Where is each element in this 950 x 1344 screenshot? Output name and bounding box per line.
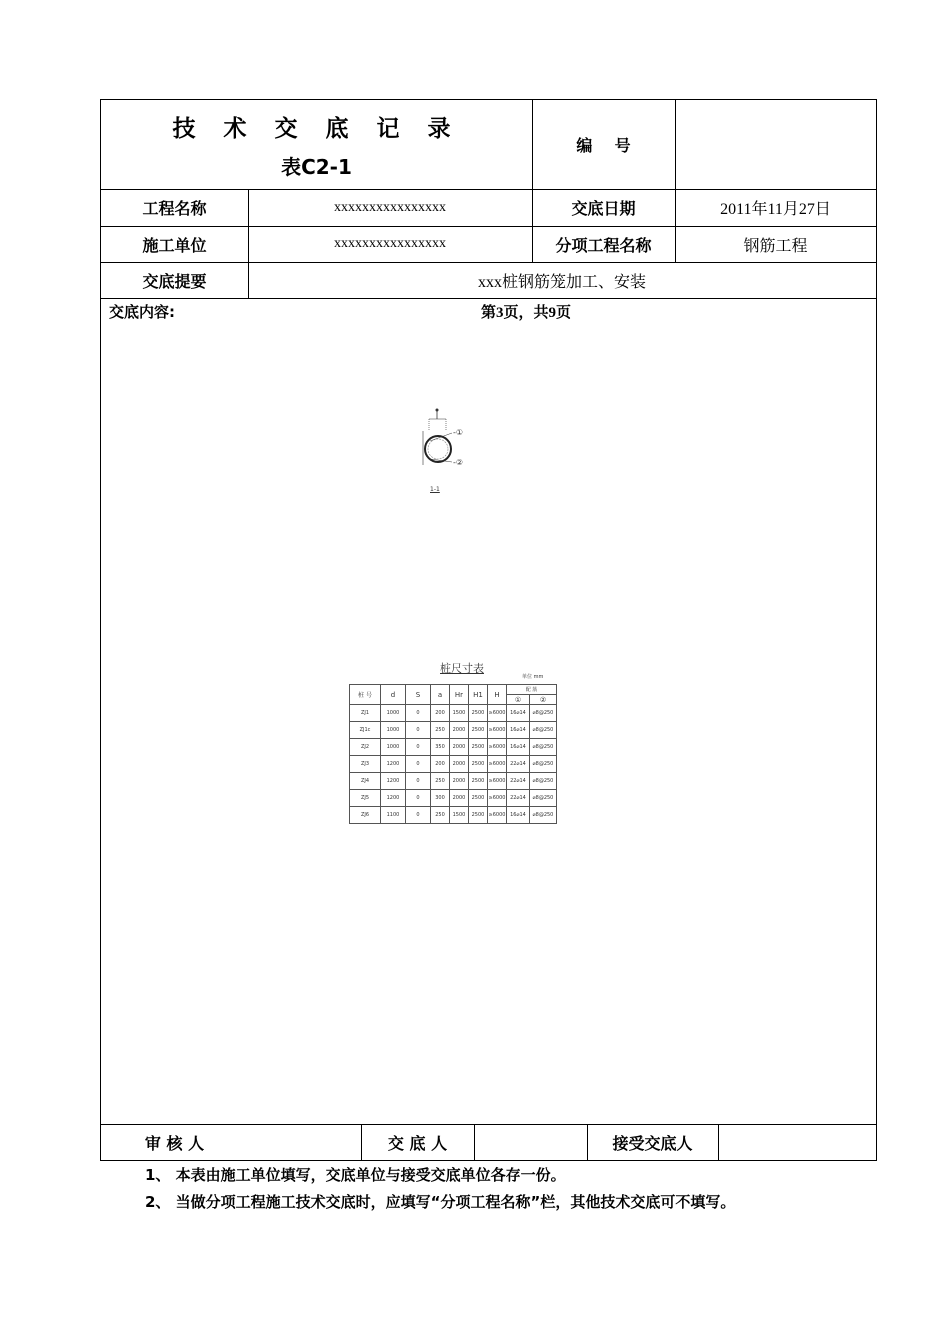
table-cell: ⌀8@250 xyxy=(530,756,557,773)
table-cell: 1000 xyxy=(381,705,406,722)
note-1: 1、 本表由施工单位填写，交底单位与接受交底单位各存一份。 xyxy=(145,1166,566,1184)
table-header-cell: a xyxy=(431,685,450,705)
table-cell: 2500 xyxy=(469,807,488,824)
table-cell: ⌀8@250 xyxy=(530,790,557,807)
table-cell: 0 xyxy=(406,722,431,739)
contractor-field[interactable]: xxxxxxxxxxxxxxxx xyxy=(334,236,446,251)
table-cell: 1200 xyxy=(381,756,406,773)
discloser-field[interactable] xyxy=(474,1124,587,1160)
table-row xyxy=(350,739,557,756)
table-cell: 16⌀14 xyxy=(507,722,530,739)
discloser-label: 交 底 人 xyxy=(387,1133,448,1153)
table-cell: 1000 xyxy=(381,722,406,739)
content-label: 交底内容: xyxy=(109,302,175,321)
table-cell: 0 xyxy=(406,773,431,790)
table-cell: 250 xyxy=(431,807,450,824)
table-header-cell: S xyxy=(406,685,431,705)
table-cell: 16⌀14 xyxy=(507,807,530,824)
table-row xyxy=(350,790,557,807)
table-cell: ZJ1c xyxy=(350,722,381,739)
table-cell: ⌀8@250 xyxy=(530,739,557,756)
table-cell: 350 xyxy=(431,739,450,756)
table-cell: 2000 xyxy=(450,722,469,739)
table-cell: 2500 xyxy=(469,790,488,807)
receiver-label: 接受交底人 xyxy=(612,1133,693,1153)
sub-project-label: 分项工程名称 xyxy=(555,235,652,255)
table-row xyxy=(350,807,557,824)
table-header-cell: H1 xyxy=(469,685,488,705)
table-cell: 2000 xyxy=(450,790,469,807)
table-cell: ≥6000 xyxy=(488,739,507,756)
summary-field[interactable]: xxx桩钢筋笼加工、安装 xyxy=(477,273,646,291)
table-cell: 16⌀14 xyxy=(507,705,530,722)
table-cell: 2000 xyxy=(450,773,469,790)
table-cell: 1000 xyxy=(381,739,406,756)
table-cell: 1500 xyxy=(450,705,469,722)
table-row xyxy=(350,773,557,790)
number-label: 编 号 xyxy=(576,136,631,155)
table-cell: 2500 xyxy=(469,756,488,773)
svg-text:-①: -① xyxy=(453,428,464,437)
form-title: 技 术 交 底 记 录 xyxy=(172,115,461,142)
table-header-cell: H xyxy=(488,685,507,705)
table-cell: 200 xyxy=(431,756,450,773)
table-header-cell: 桩 号 xyxy=(350,685,381,705)
table-cell: 2500 xyxy=(469,739,488,756)
table-cell: 2500 xyxy=(469,773,488,790)
table-cell: 1500 xyxy=(450,807,469,824)
table-cell: 300 xyxy=(431,790,450,807)
project-name-field[interactable]: xxxxxxxxxxxxxxxx xyxy=(334,199,446,215)
row-divider xyxy=(101,298,876,299)
form-code: 表C2-1 xyxy=(281,154,352,179)
table-unit: 单位 mm xyxy=(522,674,544,680)
summary-label: 交底提要 xyxy=(142,271,207,291)
form-title-block xyxy=(101,100,532,189)
table-cell: ≥6000 xyxy=(488,807,507,824)
table-cell: 0 xyxy=(406,807,431,824)
pile-section-drawing xyxy=(412,405,466,495)
sub-project-field[interactable]: 钢筋工程 xyxy=(743,237,808,255)
table-cell: ⌀8@250 xyxy=(530,705,557,722)
table-cell: ZJ2 xyxy=(350,739,381,756)
disclosure-form xyxy=(100,99,877,1161)
table-cell: 250 xyxy=(431,773,450,790)
table-cell: ⌀8@250 xyxy=(530,807,557,824)
table-cell: ZJ1 xyxy=(350,705,381,722)
note-2: 2、 当做分项工程施工技术交底时，应填写“分项工程名称”栏，其他技术交底可不填写。 xyxy=(145,1193,736,1211)
table-cell: 1200 xyxy=(381,790,406,807)
receiver-field[interactable] xyxy=(718,1124,876,1160)
pile-size-table xyxy=(349,684,557,824)
reviewer-field[interactable] xyxy=(248,1124,361,1160)
table-header-cell: 配 筋 xyxy=(507,685,557,695)
table-cell: 22⌀14 xyxy=(507,790,530,807)
table-cell: 0 xyxy=(406,790,431,807)
contractor-label: 施工单位 xyxy=(142,235,207,255)
table-cell: 1200 xyxy=(381,773,406,790)
table-row xyxy=(350,756,557,773)
table-cell: 1100 xyxy=(381,807,406,824)
reviewer-label: 审 核 人 xyxy=(144,1133,205,1153)
table-cell: ZJ6 xyxy=(350,807,381,824)
table-title: 桩尺寸表 xyxy=(440,662,484,675)
table-cell: 2000 xyxy=(450,739,469,756)
table-cell: ZJ3 xyxy=(350,756,381,773)
table-header-cell: ① xyxy=(507,695,530,705)
page-info: 第3页，共9页 xyxy=(480,304,571,321)
table-cell: 2500 xyxy=(469,705,488,722)
date-label: 交底日期 xyxy=(571,199,636,218)
table-header-row xyxy=(350,685,557,695)
date-field[interactable]: 2011年11月27日 xyxy=(720,201,831,218)
table-header-cell: d xyxy=(381,685,406,705)
section-label: 1-1 xyxy=(430,486,440,493)
table-header-cell: Hr xyxy=(450,685,469,705)
table-row xyxy=(350,705,557,722)
table-cell: 2500 xyxy=(469,722,488,739)
table-cell: ≥6000 xyxy=(488,773,507,790)
table-cell: 0 xyxy=(406,739,431,756)
table-header-cell: ② xyxy=(530,695,557,705)
table-cell: 0 xyxy=(406,705,431,722)
table-cell: 22⌀14 xyxy=(507,773,530,790)
table-cell: 16⌀14 xyxy=(507,739,530,756)
table-cell: 2000 xyxy=(450,756,469,773)
table-cell: 200 xyxy=(431,705,450,722)
project-name-label: 工程名称 xyxy=(142,199,207,218)
table-cell: 22⌀14 xyxy=(507,756,530,773)
table-cell: ⌀8@250 xyxy=(530,773,557,790)
number-field[interactable] xyxy=(675,100,876,189)
table-cell: 0 xyxy=(406,756,431,773)
table-row xyxy=(350,722,557,739)
table-cell: ≥6000 xyxy=(488,756,507,773)
table-cell: ⌀8@250 xyxy=(530,722,557,739)
table-cell: ≥6000 xyxy=(488,722,507,739)
table-cell: ZJ5 xyxy=(350,790,381,807)
table-cell: 250 xyxy=(431,722,450,739)
table-cell: ≥6000 xyxy=(488,790,507,807)
table-cell: ZJ4 xyxy=(350,773,381,790)
svg-text:-②: -② xyxy=(453,458,464,467)
table-cell: ≥6000 xyxy=(488,705,507,722)
